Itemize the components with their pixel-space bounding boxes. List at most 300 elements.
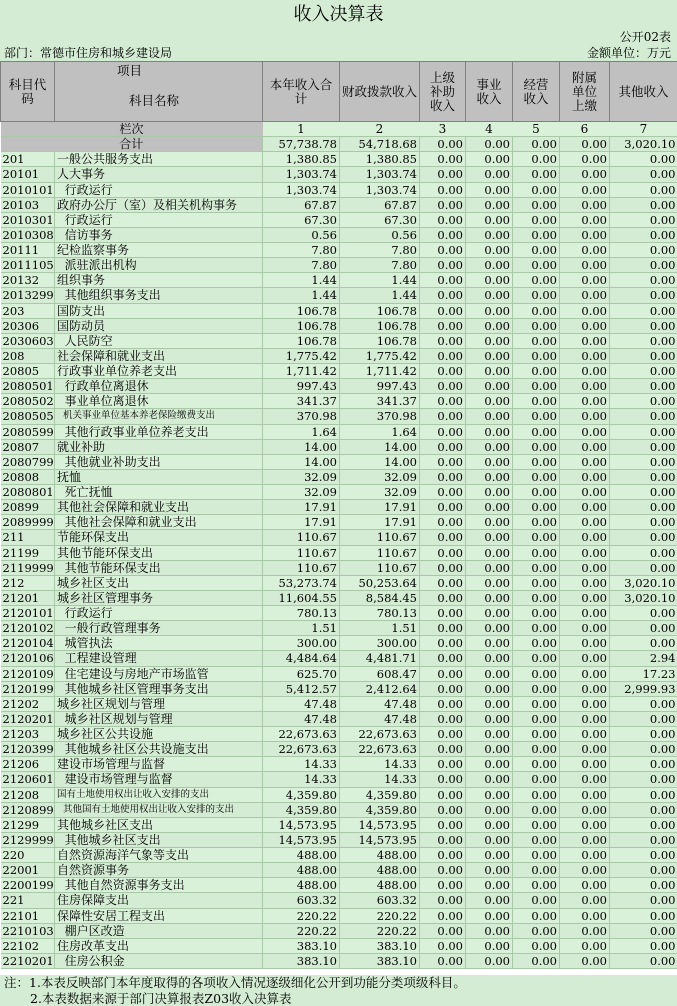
amount-cell: 0.00 xyxy=(466,409,513,424)
subject-code: 208 xyxy=(1,348,55,363)
table-row xyxy=(1,923,677,938)
table-row xyxy=(1,379,677,394)
subject-name: 其他城乡社区支出 xyxy=(55,817,263,832)
amount-cell: 603.32 xyxy=(263,893,340,908)
amount-unit-label: 金额单位：万元 xyxy=(586,46,671,60)
subject-code: 2080799 xyxy=(2,454,54,469)
amount-cell: 0.00 xyxy=(560,303,610,318)
subject-name: 城管执法 xyxy=(55,636,263,651)
subject-code: 21202 xyxy=(1,696,55,711)
amount-cell: 14.33 xyxy=(340,772,420,787)
amount-cell: 0.00 xyxy=(513,318,560,333)
amount-cell: 0.00 xyxy=(420,908,466,923)
subject-name: 国有土地使用权出让收入安排的支出 xyxy=(55,787,263,802)
amount-cell: 4,359.80 xyxy=(263,802,340,817)
amount-cell: 0.00 xyxy=(466,515,513,530)
table-row xyxy=(1,500,677,515)
subject-code: 2200199 xyxy=(2,878,54,893)
amount-cell: 488.00 xyxy=(263,848,340,863)
subject-name: 其他组织事务支出 xyxy=(55,288,263,303)
amount-cell: 0.00 xyxy=(610,318,677,333)
total-value: 0.00 xyxy=(466,137,513,152)
amount-cell: 0.00 xyxy=(610,152,677,167)
amount-cell: 0.00 xyxy=(420,273,466,288)
amount-cell: 0.00 xyxy=(560,500,610,515)
table-row xyxy=(1,787,677,802)
amount-cell: 0.00 xyxy=(420,711,466,726)
subject-code: 2210103 xyxy=(2,923,54,938)
amount-cell: 0.00 xyxy=(466,469,513,484)
amount-cell: 220.22 xyxy=(263,908,340,923)
table-row xyxy=(1,288,677,303)
amount-cell: 0.00 xyxy=(513,167,560,182)
table-row xyxy=(1,606,677,621)
amount-cell: 0.00 xyxy=(420,439,466,454)
amount-cell: 0.00 xyxy=(513,606,560,621)
amount-cell: 0.00 xyxy=(513,288,560,303)
table-row xyxy=(1,590,677,605)
amount-cell: 67.30 xyxy=(263,212,340,227)
subject-name: 城乡社区支出 xyxy=(55,575,263,590)
subject-code: 21299 xyxy=(1,817,55,832)
amount-cell: 0.00 xyxy=(610,394,677,409)
table-row xyxy=(1,817,677,832)
subject-name: 自然资源海洋气象等支出 xyxy=(55,848,263,863)
subject-name: 其他城乡社区管理事务支出 xyxy=(55,681,263,696)
subject-name: 就业补助 xyxy=(55,439,263,454)
amount-cell: 0.00 xyxy=(513,394,560,409)
amount-cell: 110.67 xyxy=(263,545,340,560)
subject-code: 2120899 xyxy=(2,802,54,817)
table-row xyxy=(1,258,677,273)
amount-cell: 0.00 xyxy=(513,908,560,923)
amount-cell: 0.00 xyxy=(610,303,677,318)
subject-code: 201 xyxy=(1,152,55,167)
amount-cell: 0.00 xyxy=(420,545,466,560)
table-row xyxy=(1,757,677,772)
amount-cell: 0.00 xyxy=(560,394,610,409)
subject-name: 派驻派出机构 xyxy=(55,258,263,273)
table-row xyxy=(1,424,677,439)
amount-cell: 0.00 xyxy=(466,273,513,288)
amount-cell: 0.00 xyxy=(466,802,513,817)
amount-cell: 0.00 xyxy=(466,394,513,409)
amount-cell: 220.22 xyxy=(340,908,420,923)
subject-name: 住宅建设与房地产市场监管 xyxy=(55,666,263,681)
amount-cell: 0.00 xyxy=(513,515,560,530)
table-row xyxy=(1,938,677,953)
subject-name: 其他城乡社区支出 xyxy=(55,832,263,847)
amount-cell: 0.00 xyxy=(466,167,513,182)
column-index-row xyxy=(1,122,677,137)
col-num: 6 xyxy=(560,122,610,137)
subject-code: 20101 xyxy=(1,167,55,182)
amount-cell: 0.00 xyxy=(610,424,677,439)
header-superior-subsidy: 上级补助收入 xyxy=(420,62,466,122)
amount-cell: 14,573.95 xyxy=(340,817,420,832)
table-row xyxy=(1,636,677,651)
subject-name: 人民防空 xyxy=(55,333,263,348)
subject-code: 203 xyxy=(1,303,55,318)
amount-cell: 17.91 xyxy=(263,500,340,515)
subject-code: 212 xyxy=(1,575,55,590)
amount-cell: 0.00 xyxy=(420,802,466,817)
amount-cell: 0.00 xyxy=(610,893,677,908)
amount-cell: 0.00 xyxy=(420,454,466,469)
amount-cell: 0.00 xyxy=(466,333,513,348)
amount-cell: 0.00 xyxy=(466,258,513,273)
amount-cell: 1.51 xyxy=(263,621,340,636)
amount-cell: 0.00 xyxy=(610,606,677,621)
amount-cell: 1,303.74 xyxy=(340,182,420,197)
amount-cell: 0.00 xyxy=(466,575,513,590)
amount-cell: 0.00 xyxy=(466,379,513,394)
amount-cell: 0.00 xyxy=(513,439,560,454)
income-table xyxy=(0,61,677,969)
amount-cell: 106.78 xyxy=(263,318,340,333)
amount-cell: 110.67 xyxy=(340,530,420,545)
amount-cell: 1,711.42 xyxy=(340,364,420,379)
table-row xyxy=(1,727,677,742)
table-row xyxy=(1,364,677,379)
subject-code: 2080501 xyxy=(2,379,54,394)
amount-cell: 0.00 xyxy=(420,848,466,863)
amount-cell: 14,573.95 xyxy=(263,817,340,832)
subject-name: 工程建设管理 xyxy=(55,651,263,666)
header-operating-income: 经营收入 xyxy=(513,62,560,122)
table-row xyxy=(1,454,677,469)
amount-cell: 67.30 xyxy=(340,212,420,227)
amount-cell: 0.00 xyxy=(513,878,560,893)
subject-code: 2080599 xyxy=(2,424,54,439)
subject-name: 一般公共服务支出 xyxy=(55,152,263,167)
amount-cell: 0.00 xyxy=(420,212,466,227)
amount-cell: 0.00 xyxy=(513,938,560,953)
subject-code: 22101 xyxy=(1,908,55,923)
subject-name: 其他自然资源事务支出 xyxy=(55,878,263,893)
amount-cell: 0.00 xyxy=(466,893,513,908)
amount-cell: 11,604.55 xyxy=(263,590,340,605)
amount-cell: 0.00 xyxy=(610,212,677,227)
amount-cell: 3,020.10 xyxy=(610,575,677,590)
amount-cell: 0.00 xyxy=(466,182,513,197)
subject-name: 抚恤 xyxy=(55,469,263,484)
subject-code: 2120199 xyxy=(2,681,54,696)
amount-cell: 0.00 xyxy=(610,863,677,878)
amount-cell: 1,380.85 xyxy=(263,152,340,167)
table-row xyxy=(1,439,677,454)
subject-name: 城乡社区公共设施 xyxy=(55,727,263,742)
amount-cell: 0.00 xyxy=(560,409,610,424)
subject-name: 信访事务 xyxy=(55,227,263,242)
table-row xyxy=(1,878,677,893)
amount-cell: 0.00 xyxy=(560,424,610,439)
amount-cell: 1,775.42 xyxy=(340,348,420,363)
amount-cell: 0.00 xyxy=(513,379,560,394)
subject-name: 建设市场管理与监督 xyxy=(55,772,263,787)
amount-cell: 14.33 xyxy=(263,772,340,787)
amount-cell: 0.00 xyxy=(560,666,610,681)
amount-cell: 0.00 xyxy=(466,590,513,605)
amount-cell: 0.00 xyxy=(420,303,466,318)
subject-name: 住房保障支出 xyxy=(55,893,263,908)
amount-cell: 0.00 xyxy=(420,288,466,303)
amount-cell: 1.44 xyxy=(340,273,420,288)
amount-cell: 0.00 xyxy=(420,953,466,968)
table-row xyxy=(1,273,677,288)
subject-name: 自然资源事务 xyxy=(55,863,263,878)
amount-cell: 0.00 xyxy=(466,908,513,923)
amount-cell: 0.00 xyxy=(466,878,513,893)
amount-cell: 53,273.74 xyxy=(263,575,340,590)
amount-cell: 0.00 xyxy=(610,439,677,454)
col-num: 1 xyxy=(263,122,340,137)
amount-cell: 0.00 xyxy=(466,364,513,379)
amount-cell: 0.00 xyxy=(466,545,513,560)
subject-code: 2030603 xyxy=(2,333,54,348)
amount-cell: 220.22 xyxy=(340,923,420,938)
amount-cell: 0.00 xyxy=(466,953,513,968)
amount-cell: 0.00 xyxy=(420,424,466,439)
amount-cell: 4,359.80 xyxy=(340,787,420,802)
subject-code: 220 xyxy=(1,848,55,863)
amount-cell: 0.00 xyxy=(513,243,560,258)
amount-cell: 0.00 xyxy=(466,424,513,439)
amount-cell: 0.00 xyxy=(420,348,466,363)
amount-cell: 0.00 xyxy=(466,666,513,681)
col-num: 2 xyxy=(340,122,420,137)
amount-cell: 0.00 xyxy=(560,469,610,484)
header-business-income: 事业收入 xyxy=(466,62,513,122)
amount-cell: 0.00 xyxy=(420,318,466,333)
amount-cell: 0.00 xyxy=(610,757,677,772)
subject-name: 行政事业单位养老支出 xyxy=(55,364,263,379)
amount-cell: 50,253.64 xyxy=(340,575,420,590)
table-row xyxy=(1,696,677,711)
subject-name: 其他节能环保支出 xyxy=(55,545,263,560)
amount-cell: 1.44 xyxy=(263,273,340,288)
amount-cell: 0.00 xyxy=(560,923,610,938)
subject-name: 政府办公厅（室）及相关机构事务 xyxy=(55,197,263,212)
table-row xyxy=(1,348,677,363)
subject-code: 2011105 xyxy=(2,258,54,273)
subject-code: 21201 xyxy=(1,590,55,605)
subject-code: 2120201 xyxy=(2,711,54,726)
amount-cell: 0.00 xyxy=(420,515,466,530)
amount-cell: 0.00 xyxy=(560,167,610,182)
amount-cell: 0.00 xyxy=(513,454,560,469)
amount-cell: 0.00 xyxy=(466,227,513,242)
amount-cell: 0.00 xyxy=(466,938,513,953)
amount-cell: 0.00 xyxy=(466,757,513,772)
table-row xyxy=(1,908,677,923)
subject-name: 人大事务 xyxy=(55,167,263,182)
header-item: 项目 科目名称 xyxy=(55,62,263,122)
amount-cell: 0.00 xyxy=(560,742,610,757)
amount-cell: 997.43 xyxy=(263,379,340,394)
amount-cell: 106.78 xyxy=(340,318,420,333)
amount-cell: 0.00 xyxy=(560,152,610,167)
amount-cell: 0.00 xyxy=(560,560,610,575)
amount-cell: 0.00 xyxy=(513,711,560,726)
table-row xyxy=(1,651,677,666)
amount-cell: 32.09 xyxy=(263,485,340,500)
amount-cell: 0.00 xyxy=(560,182,610,197)
amount-cell: 0.00 xyxy=(513,651,560,666)
amount-cell: 0.00 xyxy=(610,364,677,379)
amount-cell: 47.48 xyxy=(340,711,420,726)
subject-code: 20306 xyxy=(1,318,55,333)
subject-name: 棚户区改造 xyxy=(55,923,263,938)
amount-cell: 14.00 xyxy=(263,454,340,469)
amount-cell: 0.00 xyxy=(560,258,610,273)
amount-cell: 0.56 xyxy=(263,227,340,242)
amount-cell: 0.00 xyxy=(610,469,677,484)
amount-cell: 0.00 xyxy=(420,182,466,197)
amount-cell: 0.00 xyxy=(560,772,610,787)
amount-cell: 0.00 xyxy=(610,817,677,832)
table-row xyxy=(1,832,677,847)
amount-cell: 14.33 xyxy=(340,757,420,772)
amount-cell: 0.00 xyxy=(610,560,677,575)
table-row xyxy=(1,530,677,545)
table-row xyxy=(1,681,677,696)
amount-cell: 0.00 xyxy=(513,832,560,847)
amount-cell: 14,573.95 xyxy=(263,832,340,847)
amount-cell: 0.00 xyxy=(610,243,677,258)
subject-code: 2080801 xyxy=(2,485,54,500)
amount-cell: 0.00 xyxy=(560,606,610,621)
subject-name: 其他社会保障和就业支出 xyxy=(55,500,263,515)
amount-cell: 0.56 xyxy=(340,227,420,242)
amount-cell: 0.00 xyxy=(466,197,513,212)
amount-cell: 0.00 xyxy=(466,212,513,227)
amount-cell: 1,303.74 xyxy=(263,167,340,182)
subject-name: 行政单位离退休 xyxy=(55,379,263,394)
amount-cell: 370.98 xyxy=(340,409,420,424)
amount-cell: 5,412.57 xyxy=(263,681,340,696)
table-row xyxy=(1,545,677,560)
amount-cell: 0.00 xyxy=(560,757,610,772)
amount-cell: 8,584.45 xyxy=(340,590,420,605)
amount-cell: 625.70 xyxy=(263,666,340,681)
amount-cell: 0.00 xyxy=(513,500,560,515)
subject-code: 20103 xyxy=(1,197,55,212)
amount-cell: 383.10 xyxy=(263,938,340,953)
amount-cell: 0.00 xyxy=(466,696,513,711)
col-num: 7 xyxy=(610,122,677,137)
col-num: 4 xyxy=(466,122,513,137)
amount-cell: 110.67 xyxy=(263,530,340,545)
amount-cell: 22,673.63 xyxy=(263,742,340,757)
amount-cell: 0.00 xyxy=(610,832,677,847)
header-other-income: 其他收入 xyxy=(610,62,677,122)
amount-cell: 0.00 xyxy=(560,727,610,742)
amount-cell: 0.00 xyxy=(466,772,513,787)
amount-cell: 0.00 xyxy=(610,379,677,394)
amount-cell: 2,412.64 xyxy=(340,681,420,696)
header-code: 科目代码 xyxy=(1,62,55,122)
subject-name: 死亡抚恤 xyxy=(55,485,263,500)
table-row xyxy=(1,802,677,817)
subject-code: 2210201 xyxy=(2,953,54,968)
table-row xyxy=(1,318,677,333)
amount-cell: 0.00 xyxy=(513,212,560,227)
amount-cell: 0.00 xyxy=(560,787,610,802)
amount-cell: 0.00 xyxy=(560,651,610,666)
amount-cell: 0.00 xyxy=(466,560,513,575)
amount-cell: 0.00 xyxy=(466,348,513,363)
amount-cell: 0.00 xyxy=(560,832,610,847)
amount-cell: 14.00 xyxy=(340,439,420,454)
amount-cell: 341.37 xyxy=(340,394,420,409)
amount-cell: 0.00 xyxy=(420,152,466,167)
amount-cell: 0.00 xyxy=(610,348,677,363)
subject-code: 21208 xyxy=(1,787,55,802)
amount-cell: 603.32 xyxy=(340,893,420,908)
amount-cell: 22,673.63 xyxy=(340,742,420,757)
amount-cell: 0.00 xyxy=(560,953,610,968)
amount-cell: 341.37 xyxy=(263,394,340,409)
amount-cell: 0.00 xyxy=(420,696,466,711)
amount-cell: 0.00 xyxy=(560,681,610,696)
amount-cell: 0.00 xyxy=(420,500,466,515)
amount-cell: 0.00 xyxy=(466,621,513,636)
amount-cell: 0.00 xyxy=(610,908,677,923)
amount-cell: 997.43 xyxy=(340,379,420,394)
amount-cell: 110.67 xyxy=(340,545,420,560)
table-row xyxy=(1,485,677,500)
amount-cell: 0.00 xyxy=(466,832,513,847)
amount-cell: 22,673.63 xyxy=(263,727,340,742)
amount-cell: 0.00 xyxy=(466,636,513,651)
amount-cell: 0.00 xyxy=(466,651,513,666)
amount-cell: 0.00 xyxy=(466,681,513,696)
amount-cell: 0.00 xyxy=(610,288,677,303)
amount-cell: 32.09 xyxy=(340,469,420,484)
amount-cell: 0.00 xyxy=(560,590,610,605)
amount-cell: 4,359.80 xyxy=(263,787,340,802)
amount-cell: 0.00 xyxy=(420,379,466,394)
amount-cell: 0.00 xyxy=(610,258,677,273)
amount-cell: 0.00 xyxy=(513,681,560,696)
amount-cell: 0.00 xyxy=(610,938,677,953)
table-row xyxy=(1,515,677,530)
subject-code: 2119999 xyxy=(2,560,54,575)
amount-cell: 0.00 xyxy=(610,182,677,197)
amount-cell: 0.00 xyxy=(560,212,610,227)
amount-cell: 32.09 xyxy=(263,469,340,484)
subject-name: 组织事务 xyxy=(55,273,263,288)
amount-cell: 22,673.63 xyxy=(340,727,420,742)
amount-cell: 0.00 xyxy=(420,832,466,847)
total-value: 57,738.78 xyxy=(263,137,340,152)
amount-cell: 0.00 xyxy=(513,953,560,968)
header-total-income: 本年收入合计 xyxy=(263,62,340,122)
table-row xyxy=(1,197,677,212)
amount-cell: 0.00 xyxy=(513,258,560,273)
amount-cell: 0.00 xyxy=(420,560,466,575)
amount-cell: 17.23 xyxy=(610,666,677,681)
subject-code: 20807 xyxy=(1,439,55,454)
subject-code: 2120601 xyxy=(2,772,54,787)
subject-code: 2120102 xyxy=(2,621,54,636)
total-label: 合计 xyxy=(1,137,263,152)
subject-name: 其他就业补助支出 xyxy=(55,454,263,469)
subject-code: 20111 xyxy=(1,243,55,258)
total-value: 0.00 xyxy=(420,137,466,152)
subject-name: 城乡社区规划与管理 xyxy=(55,711,263,726)
